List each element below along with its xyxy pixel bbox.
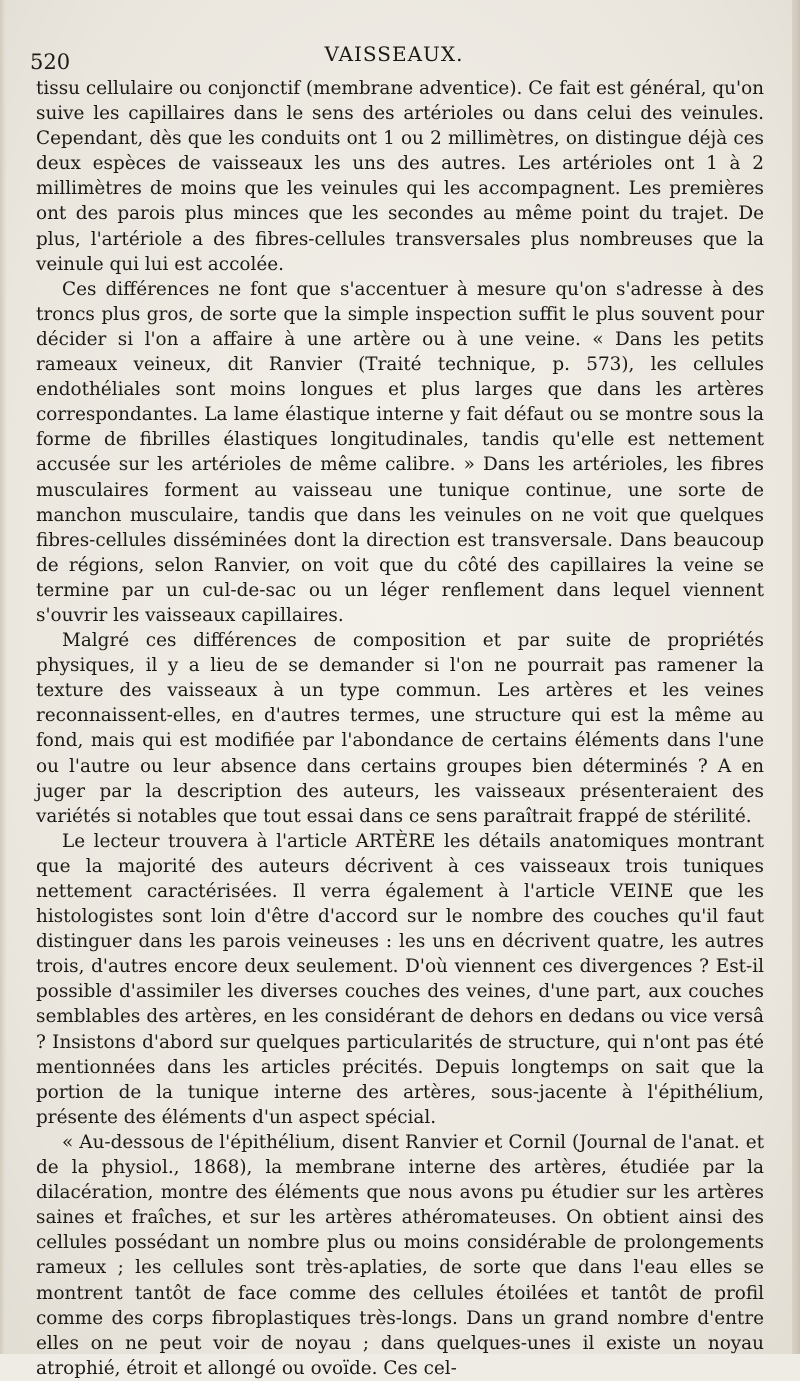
- body-text: [36, 76, 764, 1381]
- page-number: 520: [30, 50, 71, 74]
- page-right-edge-shadow: [792, 0, 800, 1354]
- page-header: [28, 38, 760, 78]
- paragraph: Ces différences ne font que s'accentuer à mesure qu'on s'adresse à des troncs plus gros, de sorte que la simple inspection suffit le plus souvent pour décider si l'on a affaire à une artère ou à une veine. « Dans les petits rameaux veineux, dit Ranvier (Traité technique, p. 573), les cellules endothéliales sont moins longues et plus larges que dans les artères correspondantes. La lame élastique interne y fait défaut ou se montre sous la forme de fibrilles élastiques longitudinales, tandis qu'elle est nettement accusée sur les artérioles de même calibre. » Dans les artérioles, les fibres musculaires forment au vaisseau une tunique continue, une sorte de manchon musculaire, tandis que dans les veinules on ne voit que quelques fibres-cellules disséminées dont la direction est transversale. Dans beaucoup de régions, selon Ranvier, on voit que du côté des capillaires la veine se termine par un cul-de-sac ou un léger renflement dans lequel viennent s'ouvrir les vaisseaux capillaires.: [36, 278, 764, 626]
- paragraph: Malgré ces différences de composition et par suite de propriétés physiques, il y a lieu de se demander si l'on ne pourrait pas ramener la texture des vaisseaux à un type commun. Les artères et les veines reconnaissent-elles, en d'autres termes, une structure qui est la même au fond, mais qui est modifiée par l'abondance de certains éléments dans l'une ou l'autre ou leur absence dans certains groupes bien déterminés ? A en juger par la description des auteurs, les vaisseaux présenteraient des variétés si notables que tout essai dans ce sens paraîtrait frappé de stérilité.: [36, 630, 764, 827]
- page-left-edge-shadow: [0, 0, 6, 1354]
- running-title: VAISSEAUX.: [324, 42, 464, 66]
- paragraph: tissu cellulaire ou conjonctif (membrane adventice). Ce fait est général, qu'on suive les capillaires dans le sens des artérioles ou dans celui des veinules. Cependant, dès que les conduits ont 1 ou 2 millimètres, on distingue déjà ces deux espèces de vaisseaux les uns des autres. Les artérioles ont 1 à 2 millimètres de moins que les veinules qui les accompagnent. Les premières ont des parois plus minces que les secondes au même point du trajet. De plus, l'artériole a des fibres-cellules transversales plus nombreuses que la veinule qui lui est accolée.: [36, 78, 764, 275]
- paragraph: Le lecteur trouvera à l'article ARTÈRE les détails anatomiques montrant que la majorité des auteurs décrivent à ces vaisseaux trois tuniques nettement caractérisées. Il verra également à l'article VEINE que les histologistes sont loin d'être d'accord sur le nombre des couches qu'il faut distinguer dans les parois veineuses : les uns en décrivent quatre, les autres trois, d'autres encore deux seulement. D'où viennent ces divergences ? Est-il possible d'assimiler les diverses couches des veines, d'une part, aux couches semblables des artères, en les considérant de dehors en dedans ou vice versâ ? Insistons d'abord sur quelques particularités de structure, qui n'ont pas été mentionnées dans les articles précités. Depuis longtemps on sait que la portion de la tunique interne des artères, sous-jacente à l'épithélium, présente des éléments d'un aspect spécial.: [36, 830, 764, 1128]
- paragraph: « Au-dessous de l'épithélium, disent Ranvier et Cornil (Journal de l'anat. et de la physiol., 1868), la membrane interne des artères, étudiée par la dilacération, montre des éléments que nous avons pu étudier sur les artères saines et fraîches, et sur les artères athéromateuses. On obtient ainsi des cellules possédant un nombre plus ou moins considérable de prolongements rameux ; les cellules sont très-aplaties, de sorte que dans l'eau elles se montrent tantôt de face comme des cellules étoilées et tantôt de profil comme des corps fibroplastiques très-longs. Dans un grand nombre d'entre elles on ne peut voir de noyau ; dans quelques-unes il existe un noyau atrophié, étroit et allongé ou ovoïde. Ces cel-: [36, 1131, 764, 1379]
